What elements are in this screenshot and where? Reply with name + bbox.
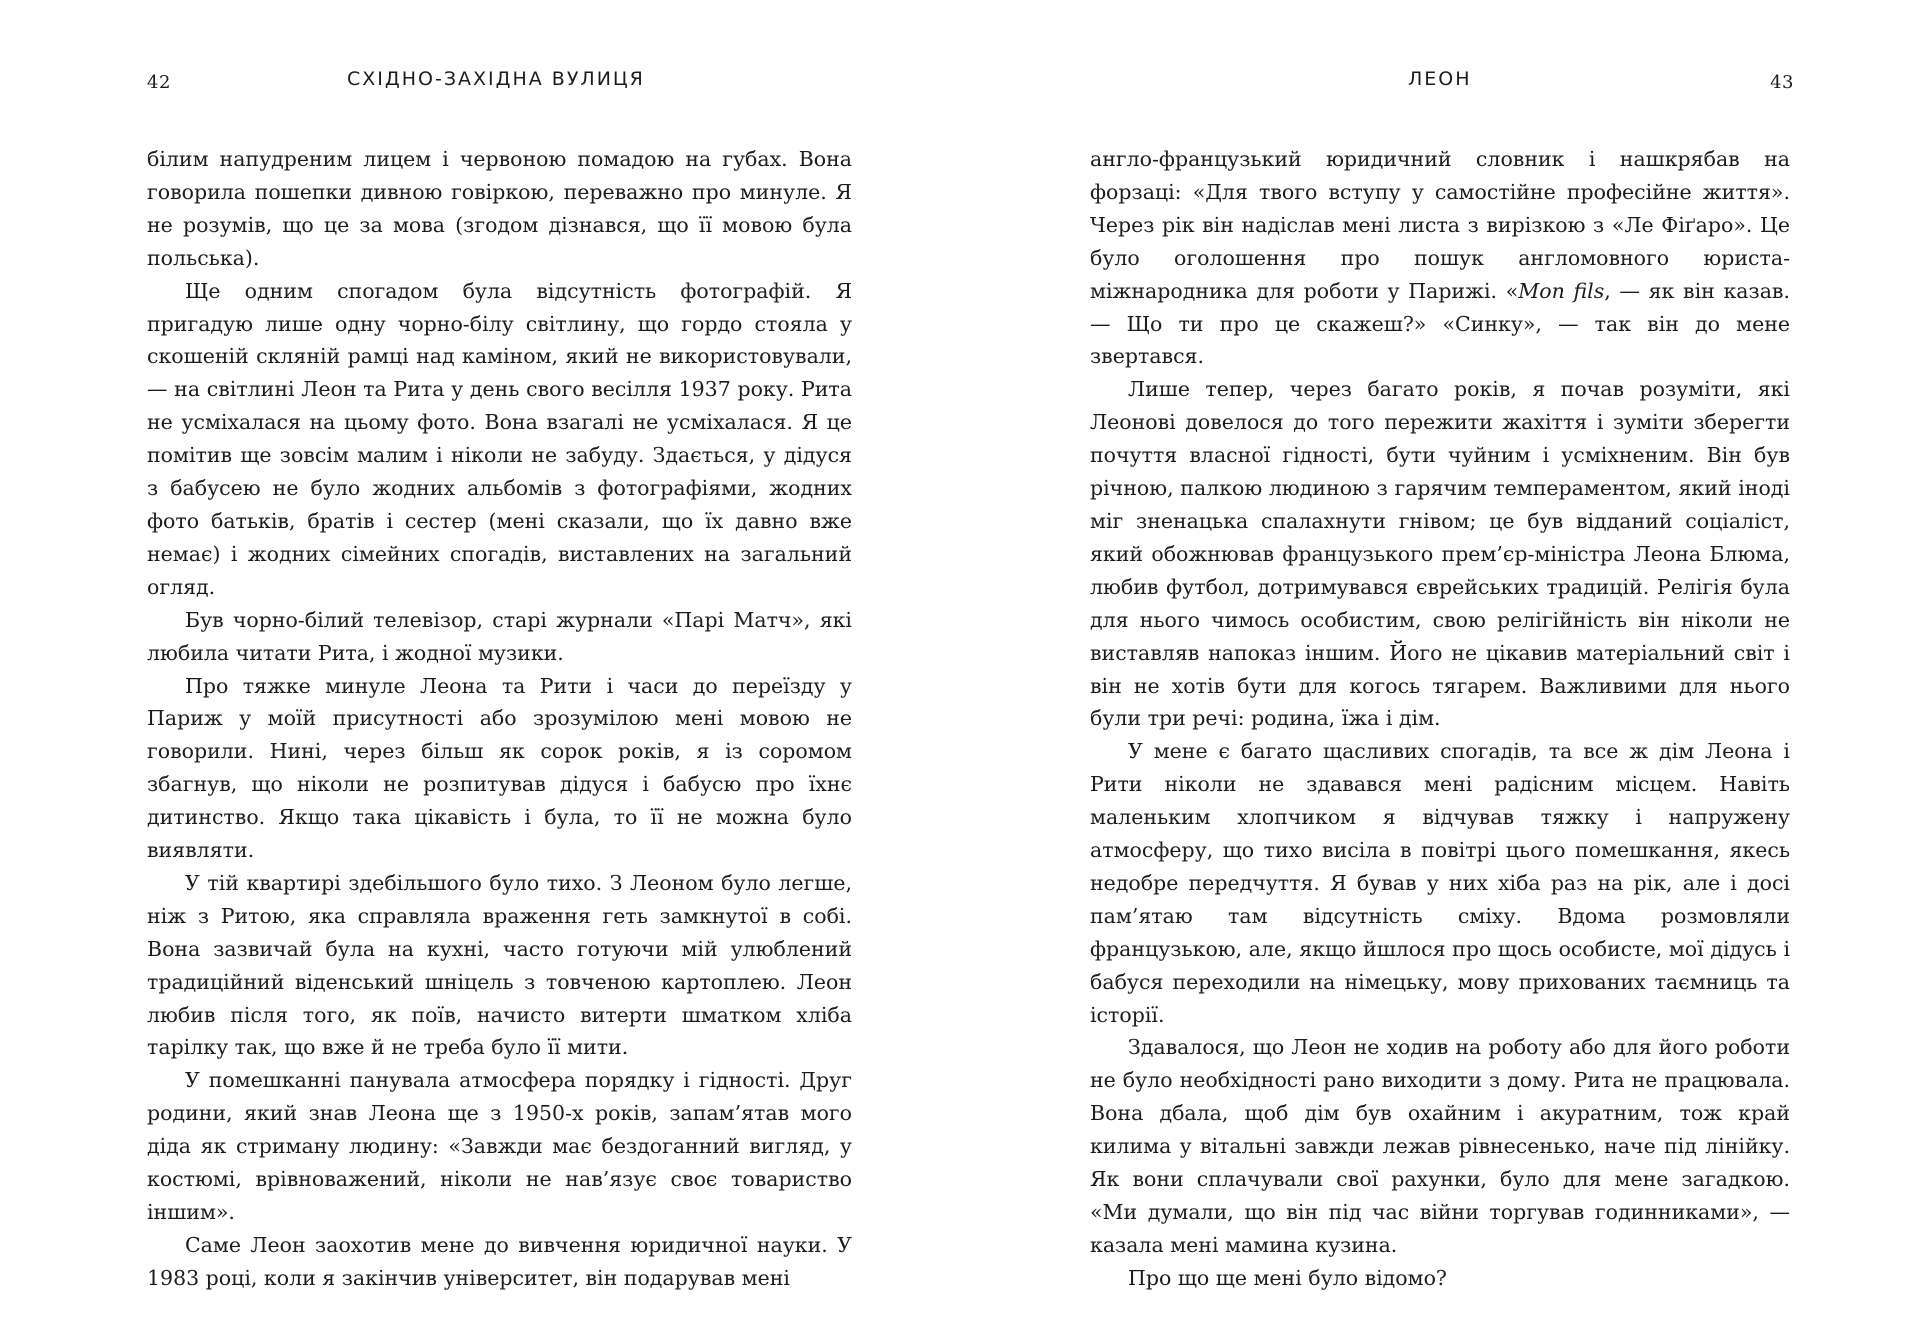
paragraph: Ще одним спогадом була відсутність фотографій. Я пригадую лише одну чорно-білу світлину, що гордо стояла у скошеній скляній рамці над каміном, який не використовували, — на світлині Леон та Рита у день свого весілля 1937 року. Рита не усміхалася на цьому фото. Вона взагалі не усміхалася. Я це помітив ще зовсім малим і ніколи не забуду. Здається, у дідуся з бабусею не було жодних альбомів з фотографіями, жодних фото батьків, братів і сестер (мені сказали, що їх давно вже немає) і жодних сімейних спогадів, виставлених на загальний огляд.	[147, 278, 852, 599]
left-page	[147, 0, 852, 1325]
paragraph: Саме Леон заохотив мене до вивчення юридичної науки. У 1983 році, коли я закінчив університет, він подарував мені	[147, 1232, 852, 1290]
right-page-number: 43	[1770, 72, 1794, 93]
paragraph: Про що ще мені було відомо?	[1128, 1265, 1447, 1290]
paragraph: Здавалося, що Леон не ходив на роботу або для його роботи не було необхідності рано виходити з дому. Рита не працювала. Вона дбала, щоб дім був охайним і акуратним, тож край килима у вітальні завжди лежав рівнесенько, наче під лінійку. Як вони сплачували свої рахунки, було для мене загадкою. «Ми думали, що він під час війни торгував годинниками», — казала мені мамина кузина.	[1090, 1035, 1790, 1257]
text-run: , — як він казав. — Що ти про це скажеш?» «Синку», — так він до мене звертався.	[1090, 278, 1790, 369]
paragraph: Був чорно-білий телевізор, старі журнали «Парі Матч», які любила читати Рита, і жодної музики.	[147, 607, 852, 665]
paragraph: Лише тепер, через багато років, я почав розуміти, які Леонові довелося до того пережити жахіття і зуміти зберегти почуття власної гідності, бути чуйним і усміхненим. Він був річною, палкою людиною з гарячим темпераментом, який іноді міг зненацька спалахнути гнівом; це був відданий соціаліст, який обожнював французького прем’єр-міністра Леона Блюма, любив футбол, дотримувався єврейських традицій. Релігія була для нього чимось особистим, свою релігійність він ніколи не виставляв напоказ іншим. Його не цікавив матеріальний світ і він не хотів бути для когось тягарем. Важливими для нього були три речі: родина, їжа і дім.	[1090, 377, 1790, 731]
left-page-body	[147, 143, 852, 1295]
paragraph: білим напудреним лицем і червоною помадою на губах. Вона говорила пошепки дивною говіркою, переважно про минуле. Я не розумів, що це за мова (згодом дізнався, що її мовою була польська).	[147, 147, 852, 270]
text-run: англо-французький юридичний словник і нашкрябав на форзаці: «Для твого вступу у самостійне професійне життя». Через рік він надіслав мені листа з вирізкою з «Ле Фіґаро». Це було оголошення про пошук англомовного юриста-міжнародника для роботи у Парижі. «	[1090, 147, 1790, 303]
left-running-head-title: СХІДНО-ЗАХІДНА ВУЛИЦЯ	[347, 68, 645, 90]
paragraph: У помешканні панувала атмосфера порядку і гідності. Друг родини, який знав Леона ще з 1950-х років, запам’ятав мого діда як стриману людину: «Завжди має бездоганний вигляд, у костюмі, врівноважений, ніколи не нав’язує своє товариство іншим».	[147, 1068, 852, 1224]
paragraph: Про тяжке минуле Леона та Рити і часи до переїзду у Париж у моїй присутності або зрозумілою мені мовою не говорили. Нині, через більш як сорок років, я із соромом збагнув, що ніколи не розпитував дідуся і бабусю про їхнє дитинство. Якщо така цікавість і була, то її не можна було виявляти.	[147, 673, 852, 863]
paragraph: У тій квартирі здебільшого було тихо. З Леоном було легше, ніж з Ритою, яка справляла враження геть замкнутої в собі. Вона зазвичай була на кухні, часто готуючи мій улюблений традиційний віденський шніцель з товченою картоплею. Леон любив після того, як поїв, начисто витерти шматком хліба тарілку так, що вже й не треба було її мити.	[147, 870, 852, 1060]
right-page-body	[1090, 143, 1790, 1295]
left-page-number: 42	[147, 72, 171, 93]
right-page	[1090, 0, 1794, 1325]
right-running-head-title: ЛЕОН	[1408, 68, 1472, 90]
paragraph-continuation	[1090, 143, 1790, 373]
right-running-head	[1090, 68, 1794, 98]
italic-phrase: Mon fils	[1518, 278, 1605, 303]
left-running-head	[147, 68, 852, 98]
paragraph: У мене є багато щасливих спогадів, та все ж дім Леона і Рити ніколи не здавався мені радісним місцем. Навіть маленьким хлопчиком я відчував тяжку і напружену атмосферу, що тихо висіла в повітрі цього помешкання, якесь недобре передчуття. Я бував у них хіба раз на рік, але і досі пам’ятаю там відсутність сміху. Вдома розмовляли французькою, але, якщо йшлося про щось особисте, мої дідусь і бабуся переходили на німецьку, мову прихованих таємниць та історії.	[1090, 739, 1790, 1027]
